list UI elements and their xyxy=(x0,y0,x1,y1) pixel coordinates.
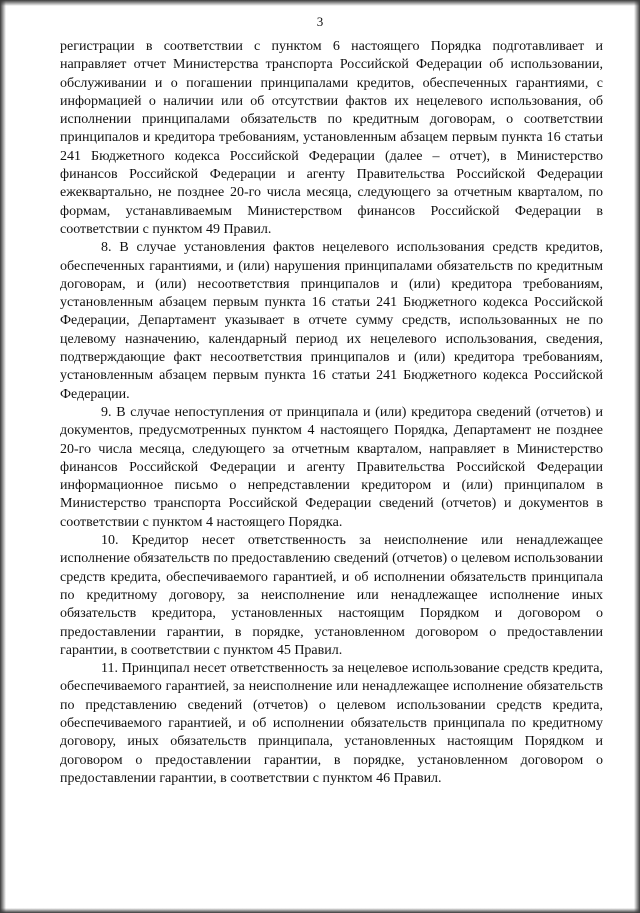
paragraph-item-9: 9. В случае непоступления от принципала и (или) кредитора сведений (отчетов) и документов, предусмотренных пунктом 4 настоящего Порядка, Департамент не позднее 20-го числа месяца, следующего за отчетным кварталом, направляет в Министерство финансов Российской Федерации и агенту Правительства Российской Федерации информационное письмо о непредставлении кредитором и (или) принципалом в Министерство транспорта Российской Федерации сведений (отчетов) и документов в соответствии с пунктом 4 настоящего Порядка. xyxy=(60,404,603,530)
paragraph-continuation: регистрации в соответствии с пунктом 6 настоящего Порядка подготавливает и направляет отчет Министерства транспорта Российской Федерации об использовании, обслуживании и о погашении принципалами кредитов, обеспеченных гарантиями, с информацией о наличии или об отсутствии фактов их нецелевого использования, об исполнении принципалами обязательств по кредитным договорам, о соответствии принципалов и кредитора требованиям, установленным абзацем первым пункта 16 статьи 241 Бюджетного кодекса Российской Федерации (далее – отчет), в Министерство финансов Российской Федерации и агенту Правительства Российской Федерации ежеквартально, не позднее 20-го числа месяца, следующего за отчетным кварталом, по формам, устанавливаемым Министерством финансов Российской Федерации в соответствии с пунктом 49 Правил. xyxy=(60,39,603,237)
scan-edge-left xyxy=(0,0,6,913)
paragraph-item-11: 11. Принципал несет ответственность за нецелевое использование средств кредита, обеспечиваемого гарантией, за неисполнение или ненадлежащее исполнение обязательств по представлению сведений (отчетов) о целевом использовании средств кредита, обеспечиваемого гарантией, и об исполнении обязательств принципала по кредитному договору, иных обязательств принципала, установленных настоящим Порядком и договором о предоставлении гарантии, в порядке, установленном договором о предоставлении гарантии, в соответствии с пунктом 46 Правил. xyxy=(60,661,603,786)
scan-edge-right xyxy=(634,0,640,913)
document-body xyxy=(60,38,603,788)
page-number: 3 xyxy=(316,14,324,29)
scan-edge-top xyxy=(0,0,640,6)
paragraph-item-10: 10. Кредитор несет ответственность за неисполнение или ненадлежащее исполнение обязательств по предоставлению сведений (отчетов) о целевом использовании средств кредита, обеспечиваемого гарантией, и об исполнении обязательств принципала по кредитному договору, за неисполнение или ненадлежащее исполнение иных обязательств кредитора, установленных настоящим Порядком и договором о предоставлении гарантии, в порядке, установленном договором о предоставлении гарантии, в соответствии с пунктом 45 Правил. xyxy=(60,533,603,658)
scan-edge-bottom xyxy=(0,908,640,913)
paragraph-item-8: 8. В случае установления фактов нецелевого использования средств кредитов, обеспеченных гарантиями, и (или) нарушения принципалами обязательств по кредитным договорам, и (или) несоответствия принципалов и (или) кредитора требованиям, установленным абзацем первым пункта 16 статьи 241 Бюджетного кодекса Российской Федерации, Департамент указывает в отчете сумму средств, использованных не по целевому назначению, календарный период их нецелевого использования, сведения, подтверждающие факт несоответствия принципалов и (или) кредитора требованиям, установленным абзацем первым пункта 16 статьи 241 Бюджетного кодекса Российской Федерации. xyxy=(60,240,603,402)
